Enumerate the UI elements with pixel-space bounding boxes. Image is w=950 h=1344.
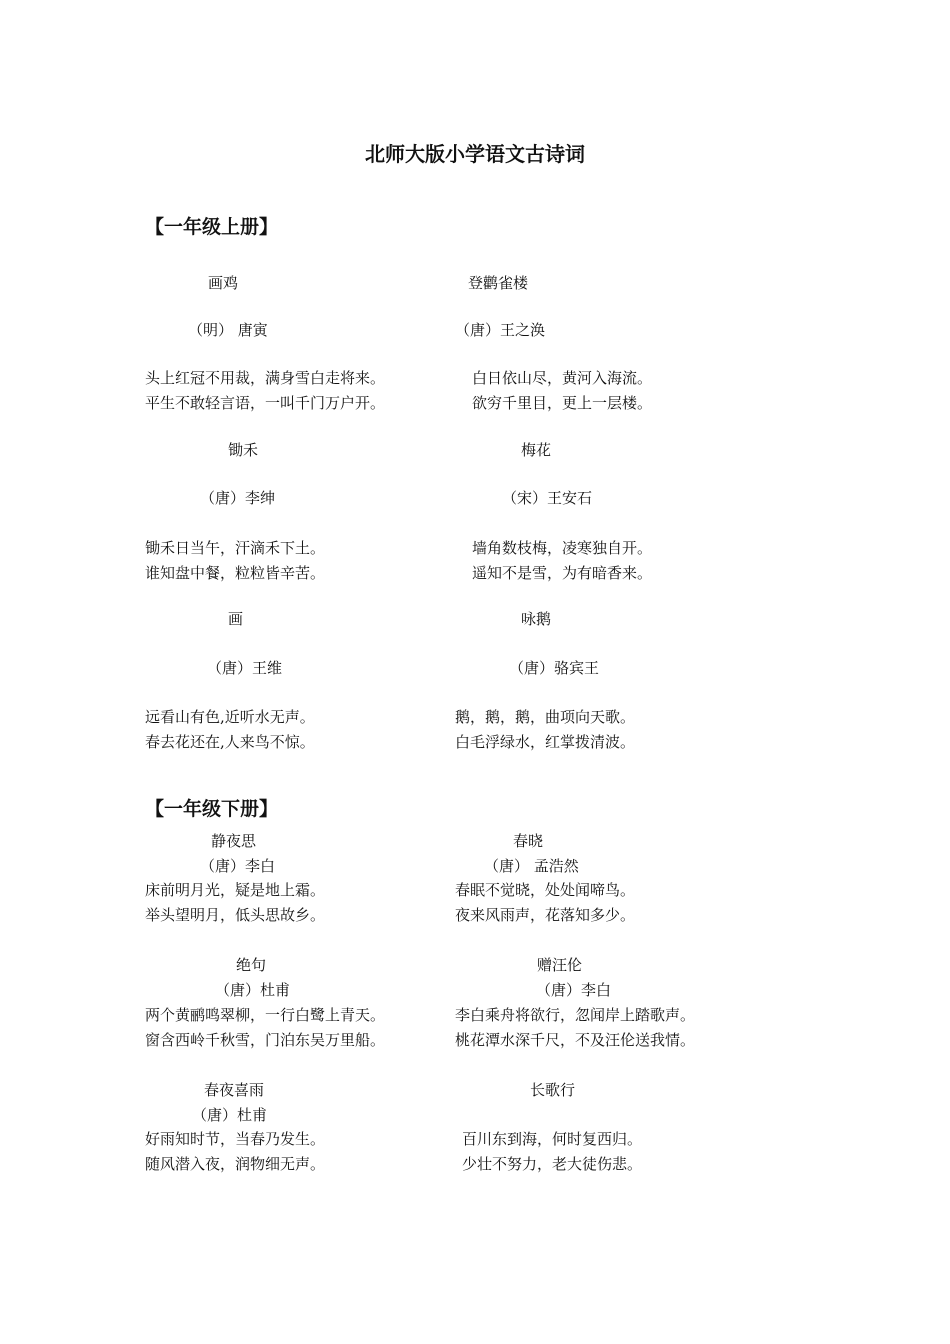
poem-line: 随风潜入夜，润物细无声。	[145, 1155, 326, 1173]
poem-author: （唐）骆宾王	[509, 659, 600, 677]
poem-line: 白日依山尽，黄河入海流。	[472, 369, 653, 387]
poem-title: 画	[228, 610, 244, 628]
poem-author: （唐）杜甫	[215, 981, 291, 999]
poem-title: 梅花	[521, 441, 552, 459]
poem-line: 春去花还在,人来鸟不惊。	[145, 733, 315, 751]
section-heading: 【一年级上册】	[145, 216, 279, 238]
poem-line: 好雨知时节，当春乃发生。	[145, 1130, 326, 1148]
poem-title: 登鹳雀楼	[468, 274, 529, 292]
poem-line: 白毛浮绿水，红掌拨清波。	[455, 733, 636, 751]
poem-line: 床前明月光，疑是地上霜。	[145, 881, 326, 899]
poem-author: （唐）李白	[200, 857, 276, 875]
poem-author: （唐） 孟浩然	[484, 857, 579, 875]
poem-line: 夜来风雨声，花落知多少。	[455, 906, 636, 924]
poem-line: 平生不敢轻言语，一叫千门万户开。	[145, 394, 386, 412]
poem-title: 静夜思	[211, 832, 257, 850]
poem-title: 赠汪伦	[537, 956, 583, 974]
poem-line: 两个黄鹂鸣翠柳，一行白鹭上青天。	[145, 1006, 386, 1024]
poem-line: 墙角数枝梅，凌寒独自开。	[472, 539, 653, 557]
poem-author: （唐）王维	[207, 659, 283, 677]
poem-line: 锄禾日当午，汗滴禾下土。	[145, 539, 326, 557]
poem-title: 锄禾	[228, 441, 259, 459]
poem-line: 举头望明月，低头思故乡。	[145, 906, 326, 924]
poem-title: 画鸡	[208, 274, 239, 292]
poem-line: 遥知不是雪，为有暗香来。	[472, 564, 653, 582]
poem-title: 春夜喜雨	[204, 1081, 265, 1099]
poem-line: 少壮不努力，老大徒伤悲。	[462, 1155, 643, 1173]
poem-line: 春眠不觉晓，处处闻啼鸟。	[455, 881, 636, 899]
poem-author: （唐）杜甫	[192, 1106, 268, 1124]
poem-author: （唐）王之涣	[455, 321, 546, 339]
poem-line: 头上红冠不用裁，满身雪白走将来。	[145, 369, 386, 387]
poem-title: 春晓	[513, 832, 544, 850]
poem-author: （唐）李白	[536, 981, 612, 999]
poem-author: （明） 唐寅	[188, 321, 268, 339]
poem-line: 窗含西岭千秋雪，门泊东吴万里船。	[145, 1031, 386, 1049]
poem-title: 长歌行	[530, 1081, 576, 1099]
poem-line: 谁知盘中餐，粒粒皆辛苦。	[145, 564, 326, 582]
poem-line: 远看山有色,近听水无声。	[145, 708, 315, 726]
poem-line: 百川东到海，何时复西归。	[462, 1130, 643, 1148]
poem-line: 李白乘舟将欲行，忽闻岸上踏歌声。	[455, 1006, 696, 1024]
poem-author: （宋）王安石	[502, 489, 593, 507]
poem-line: 欲穷千里目，更上一层楼。	[472, 394, 653, 412]
poem-author: （唐）李绅	[200, 489, 276, 507]
poem-title: 咏鹅	[521, 610, 552, 628]
page-title: 北师大版小学语文古诗词	[365, 142, 585, 166]
poem-line: 鹅，鹅，鹅，曲项向天歌。	[455, 708, 636, 726]
section-heading: 【一年级下册】	[145, 798, 279, 820]
poem-line: 桃花潭水深千尺，不及汪伦送我情。	[455, 1031, 696, 1049]
poem-title: 绝句	[236, 956, 267, 974]
